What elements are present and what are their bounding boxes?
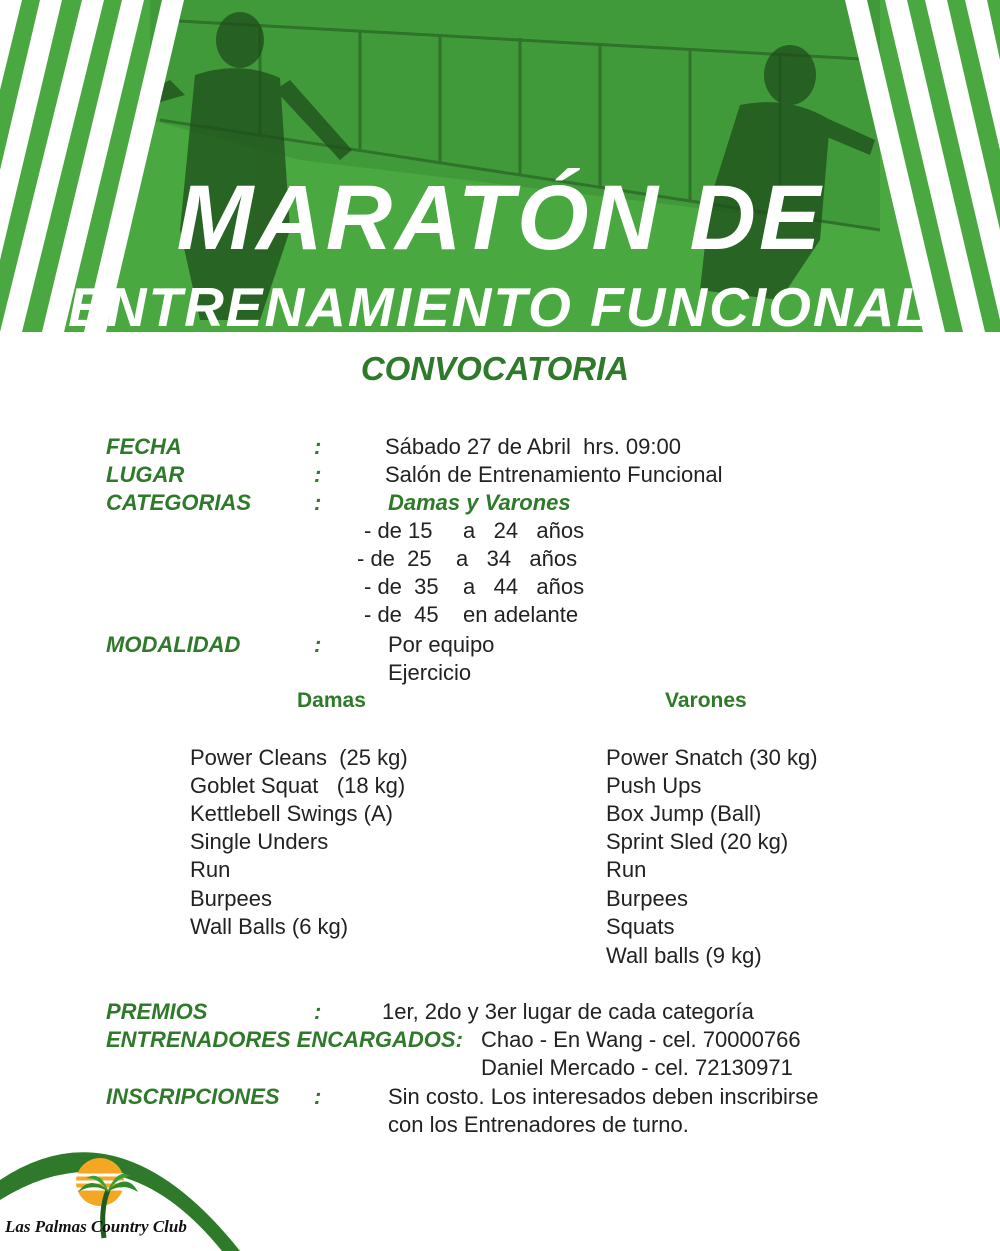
fecha-label: FECHA: [106, 434, 182, 459]
varones-exercise: Power Snatch (30 kg): [606, 745, 818, 770]
damas-exercise: Single Unders: [190, 829, 329, 854]
logo-text: Las Palmas Country Club: [5, 1217, 187, 1236]
entrenadores-label: ENTRENADORES ENCARGADOS:: [106, 1027, 463, 1052]
inscripciones-value-2: con los Entrenadores de turno.: [388, 1112, 689, 1137]
damas-exercise: Run: [190, 857, 231, 882]
damas-exercise: Wall Balls (6 kg): [190, 914, 349, 939]
varones-exercise: Squats: [606, 914, 675, 939]
category-item: - de 45 en adelante: [364, 602, 579, 627]
varones-exercise: Sprint Sled (20 kg): [606, 829, 789, 854]
categorias-value: Damas y Varones: [388, 490, 571, 515]
damas-title: Damas: [297, 689, 366, 712]
convocatoria-heading: CONVOCATORIA: [360, 350, 630, 387]
las-palmas-logo: [0, 1120, 240, 1251]
categorias-separator: :: [314, 490, 322, 515]
hero-banner: [0, 0, 1000, 332]
lugar-value: Salón de Entrenamiento Funcional: [385, 462, 723, 487]
damas-exercise: Kettlebell Swings (A): [190, 801, 393, 826]
inscripciones-separator: :: [314, 1084, 322, 1109]
varones-exercise: Run: [606, 857, 647, 882]
varones-exercise: Wall balls (9 kg): [606, 943, 762, 968]
premios-value: 1er, 2do y 3er lugar de cada categoría: [382, 999, 754, 1024]
title-line-2: ENTRENAMIENTO FUNCIONAL: [68, 276, 932, 332]
title-line-1: MARATÓN DE: [176, 167, 824, 269]
entrenador-contact: Daniel Mercado - cel. 72130971: [481, 1055, 793, 1080]
inscripciones-label: INSCRIPCIONES: [106, 1084, 280, 1109]
premios-label: PREMIOS: [106, 999, 208, 1024]
lugar-label: LUGAR: [106, 462, 185, 487]
category-item: - de 15 a 24 años: [364, 518, 585, 543]
inscripciones-value: Sin costo. Los interesados deben inscribirse: [388, 1084, 819, 1109]
categorias-label: CATEGORIAS: [106, 490, 252, 515]
modalidad-value-2: Ejercicio: [388, 660, 472, 685]
damas-exercise: Burpees: [190, 886, 272, 911]
modalidad-label: MODALIDAD: [106, 632, 241, 657]
damas-exercise: Goblet Squat (18 kg): [190, 773, 406, 798]
category-item: - de 35 a 44 años: [364, 574, 585, 599]
fecha-value: Sábado 27 de Abril hrs. 09:00: [385, 434, 681, 459]
lugar-separator: :: [314, 462, 322, 487]
category-item: - de 25 a 34 años: [357, 546, 578, 571]
damas-exercise: Power Cleans (25 kg): [190, 745, 408, 770]
modalidad-separator: :: [314, 632, 322, 657]
varones-exercise: Box Jump (Ball): [606, 801, 762, 826]
premios-separator: :: [314, 999, 322, 1024]
modalidad-value: Por equipo: [388, 632, 495, 657]
varones-title: Varones: [665, 689, 747, 712]
fecha-separator: :: [314, 434, 322, 459]
varones-exercise: Burpees: [606, 886, 688, 911]
varones-exercise: Push Ups: [606, 773, 702, 798]
entrenador-contact: Chao - En Wang - cel. 70000766: [481, 1027, 801, 1052]
